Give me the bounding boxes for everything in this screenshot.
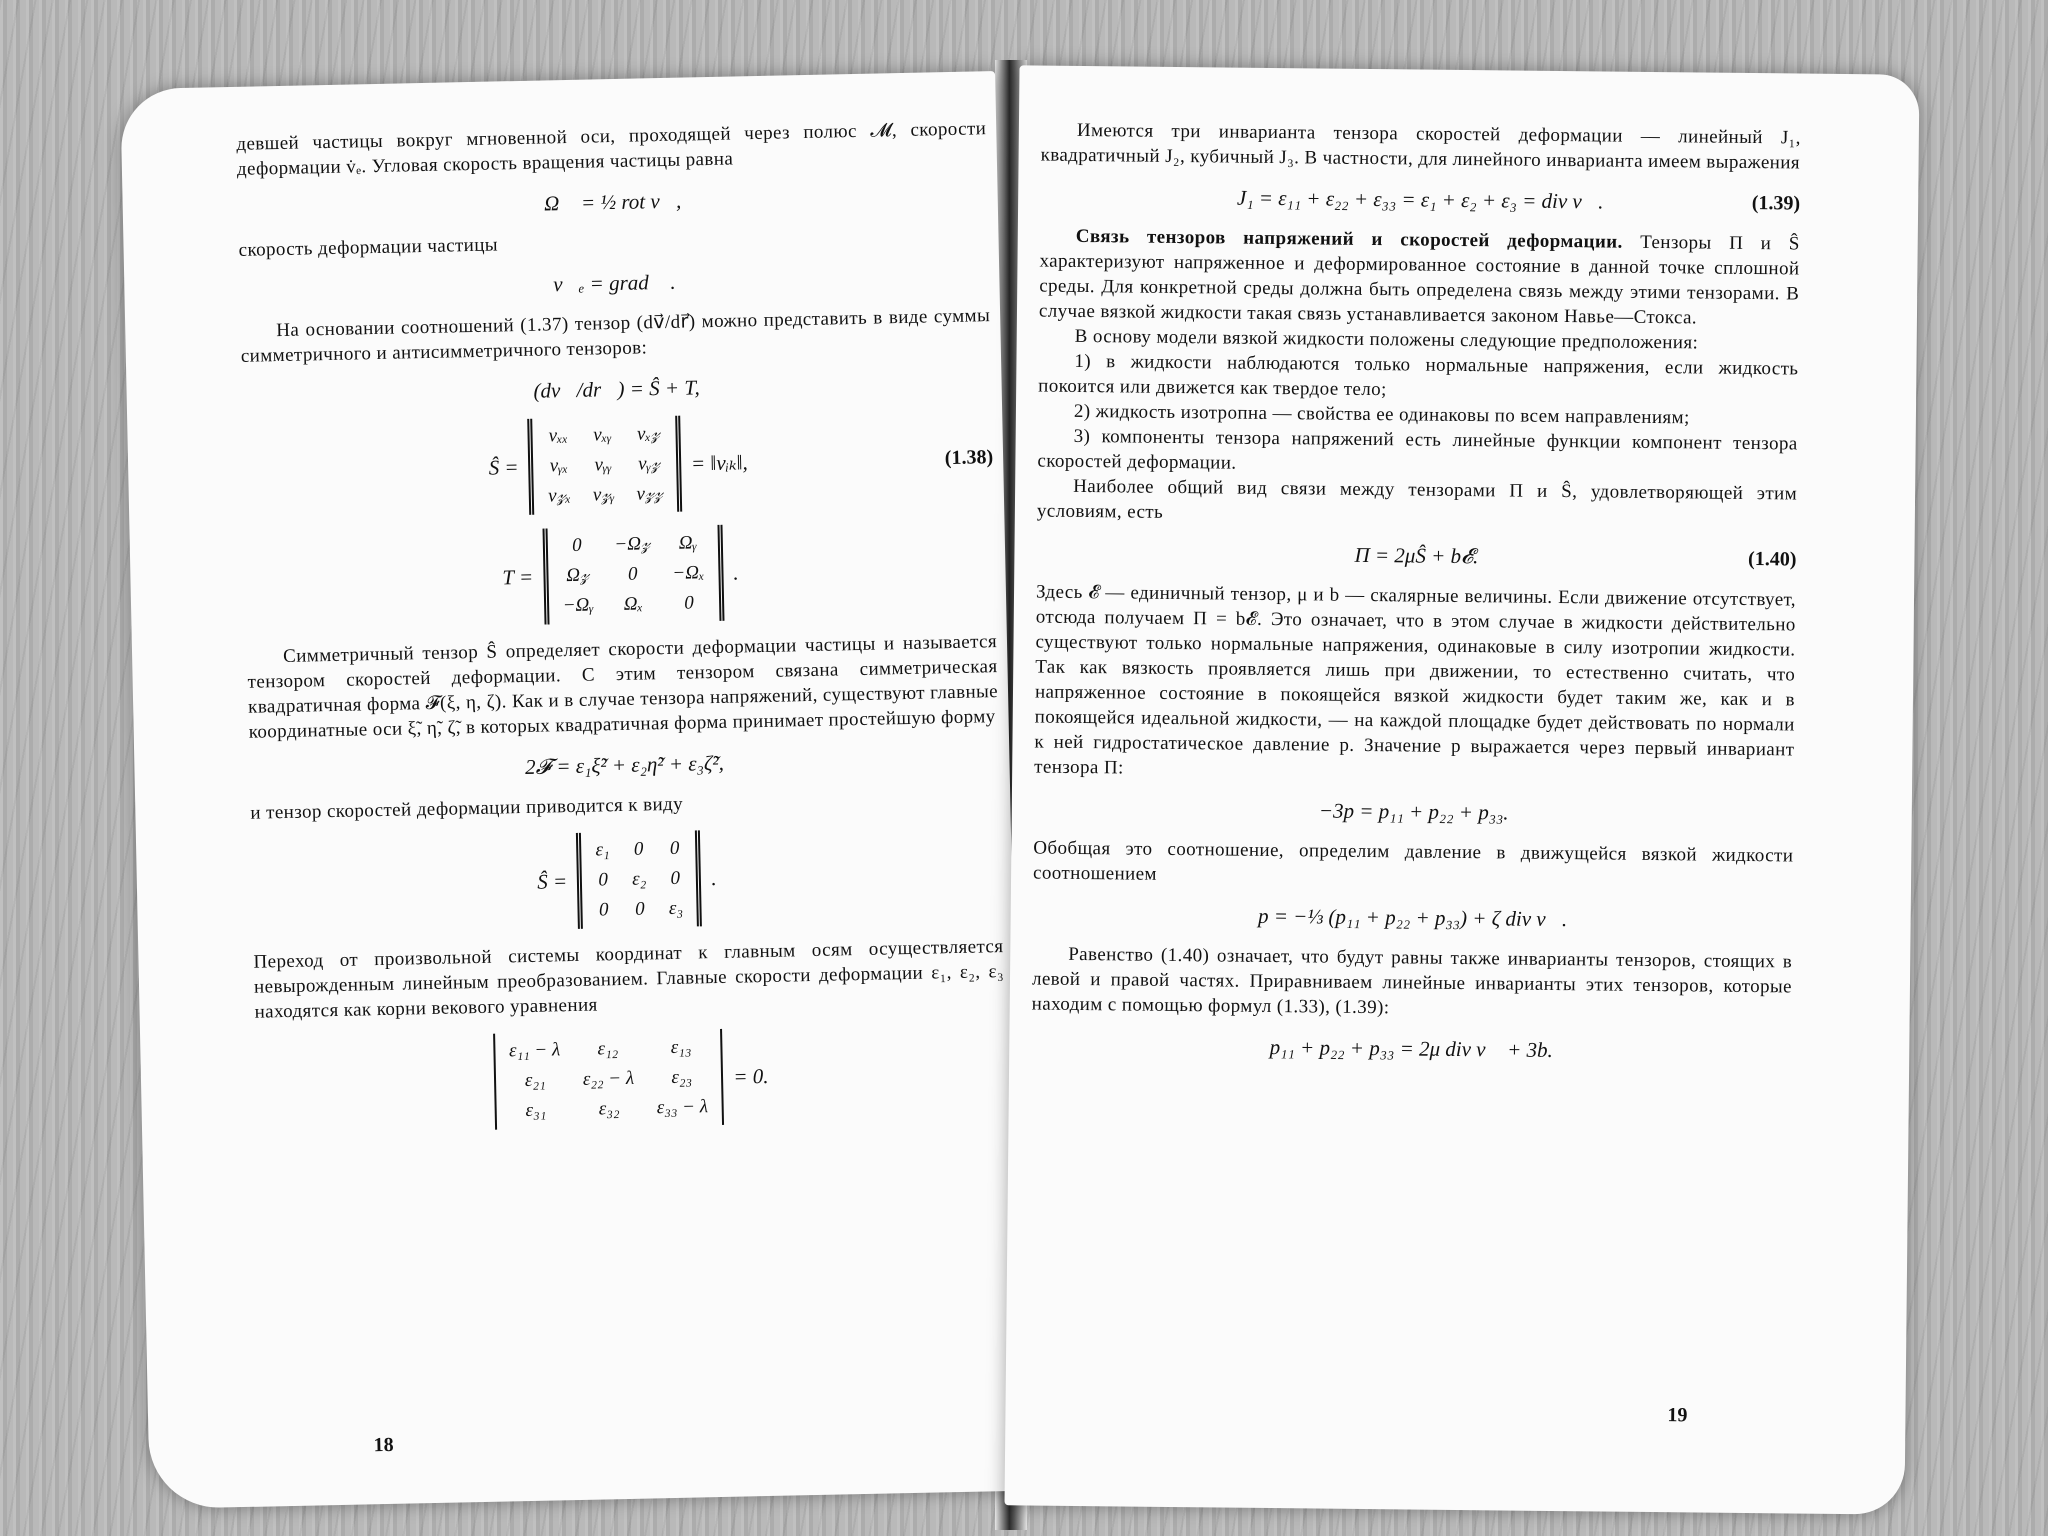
- formula-hydrostatic-pressure: −3p = p₁₁ + p₂₂ + p₃₃.: [1318, 798, 1509, 825]
- formula-navier-stokes-law: [1036, 538, 1796, 574]
- matrix-cell: v𝓏ₓ: [547, 484, 572, 507]
- matrix-cell: ε₁: [595, 839, 610, 861]
- left-paragraph-2: скорость деформации частицы: [238, 234, 499, 261]
- section-heading: Связь тензоров напряжений и скоростей деформации.: [1075, 225, 1623, 253]
- left-page-number: 18: [373, 1433, 394, 1457]
- matrix-cell: −Ω𝓏: [614, 533, 651, 556]
- formula-diagonal-matrix: [251, 824, 1003, 936]
- right-paragraph-1: Имеются три инварианта тензора скоростей деформации — линейный J₁, квадратичный J₂, кубичный J₃. В частности, для линейного инварианта имеем выражения: [1040, 119, 1801, 174]
- matrix-cell: 0: [634, 898, 645, 920]
- formula-s-matrix: [242, 409, 994, 521]
- matrix-cell: vₓᵧ: [593, 424, 612, 446]
- matrix-cell: ε₁₂: [597, 1038, 619, 1060]
- left-page-content: [236, 116, 1007, 1148]
- section-text: Тензоры Π и Ŝ характеризуют напряженное и деформированное состояние в данной точке сплошной среды. Для конкретной среды должна быть определена связь между этими тензорами. В случае вязкой жидкости такая связь устанавливается законом Навье—Стокса.: [1038, 231, 1800, 329]
- equation-number: (1.40): [1747, 547, 1797, 571]
- matrix-cell: Ω𝓏: [566, 564, 590, 587]
- matrix-cell: 0: [670, 867, 681, 889]
- determinant-grid: [493, 1029, 725, 1130]
- matrix-cell: ε₃₃ − λ: [656, 1096, 709, 1119]
- matrix-cell: v𝓏ᵧ: [592, 484, 615, 506]
- matrix-cell: ε₃₂: [598, 1098, 620, 1120]
- right-paragraph-9: Обобщая это соотношение, определим давление в движущейся вязкой жидкости соотношением: [1032, 837, 1794, 885]
- formula-viscous-pressure: p = −⅓ (p₁₁ + p₂₂ + p₃₃) + ζ div v⃗.: [1257, 903, 1568, 932]
- s-matrix-lhs: Ŝ =: [488, 455, 519, 480]
- matrix-cell: ε₃: [668, 897, 684, 920]
- formula-invariant-equality: p₁₁ + p₂₂ + p₃₃ = 2μ div v⃗ + 3b.: [1269, 1035, 1553, 1062]
- matrix-cell: 0: [627, 563, 638, 585]
- equation-number: (1.38): [944, 446, 994, 470]
- s-matrix-rhs: = ‖vᵢₖ‖,: [690, 450, 748, 476]
- linear-invariant-expression: J₁ = ε₁₁ + ε₂₂ + ε₃₃ = ε₁ + ε₂ + ε₃ = div v⃗.: [1236, 185, 1604, 214]
- right-page-number: 19: [1667, 1404, 1688, 1427]
- right-paragraph-3: В основу модели вязкой жидкости положены следующие предположения:: [1074, 325, 1699, 354]
- matrix-cell: 0: [684, 592, 695, 614]
- right-page-content: [1031, 118, 1801, 1081]
- matrix-cell: vᵧ𝓏: [637, 453, 660, 475]
- right-page: [1004, 65, 1919, 1514]
- matrix-cell: Ωₓ: [623, 593, 644, 615]
- left-paragraph-4: Симметричный тензор Ŝ определяет скорости деформации частицы и называется тензором скоростей деформации. С этим тензором связана симметрическая квадратичная форма 𝓕(ξ, η, ζ). Как и в случае тензора напряжений, существуют главные координатные оси ξ̃, η̃, ζ̃, в которых квадратичная форма принимает простейшую форму: [247, 631, 999, 743]
- right-paragraph-10: Равенство (1.40) означает, что будут равны также инварианты тензоров, стоящих в левой и правой частях. Приравниваем линейные инварианты этих тензоров, которые находим с помощью формул (1.33), (1.39):: [1031, 943, 1793, 1019]
- formula-angular-velocity: Ω⃗ = ½ rot v⃗,: [543, 188, 682, 216]
- matrix-cell: ε₁₃: [670, 1036, 692, 1058]
- matrix-cell: v𝓏𝓏: [636, 483, 663, 505]
- right-paragraph-8: Здесь 𝓔 — единичный тензор, μ и b — скалярные величины. Если движение отсутствует, отсюда получаем Π = b𝓔. Это означает, что в этом случае в жидкости действительно существуют только нормальные напряжения, одинаковые в силу изотропии жидкости. Так как вязкость проявляется лишь при движении, то естественно считать, что напряженное состояние в покоящейся вязкой жидкости будет таким же, как и в покоящейся идеальной жидкости, — на каждой площадке будет действовать по нормали к ней гидростатическое давление p. Значение p выражается через первый инвариант тензора Π:: [1034, 581, 1797, 779]
- matrix-cell: ε₃₁: [525, 1099, 547, 1122]
- matrix-cell: ε₁₁ − λ: [508, 1039, 561, 1062]
- left-page: [120, 71, 1025, 1509]
- matrix-cell: 0: [571, 534, 582, 556]
- formula-deformation-velocity: v⃗ₑ = grad 𝓕.: [552, 269, 676, 297]
- s-matrix-grid: [528, 416, 682, 515]
- formula-quadratic-form: 2𝓕 = ε₁ξ̃² + ε₂η̃² + ε₃ζ̃²,: [524, 750, 725, 779]
- right-paragraph-2: [1039, 224, 1800, 332]
- assumption-3: 3) компоненты тензора напряжений есть линейные функции компонент тензора скоростей деформации.: [1037, 425, 1798, 474]
- matrix-cell: 0: [633, 838, 644, 860]
- t-matrix-end: .: [733, 560, 739, 585]
- diag-matrix-lhs: Ŝ =: [536, 869, 568, 894]
- right-paragraph-7: Наиболее общий вид связи между тензорами Π и Ŝ, удовлетворяющей этим условиям, есть: [1036, 475, 1798, 523]
- left-paragraph-3: На основании соотношений (1.37) тензор (dv⃗/dr⃗) можно представить в виде суммы симметричного и антисимметричного тензоров:: [240, 305, 991, 367]
- diag-matrix-end: .: [711, 866, 717, 891]
- matrix-cell: 0: [598, 899, 609, 921]
- matrix-cell: vₓₓ: [548, 425, 569, 447]
- diag-matrix-grid: [576, 830, 702, 929]
- determinant-rhs: = 0.: [733, 1063, 769, 1089]
- assumption-1: 1) в жидкости наблюдаются только нормальные напряжения, если жидкость покоится или движется как твердое тело;: [1038, 350, 1799, 401]
- matrix-cell: ε₂₁: [524, 1069, 546, 1092]
- matrix-cell: vᵧᵧ: [594, 454, 612, 476]
- left-paragraph-6: Переход от произвольной системы координат к главным осям осуществляется невырожденным линейным преобразованием. Главные скорости деформации ε₁, ε₂, ε₃ находятся как корни векового уравнения: [253, 936, 1005, 1023]
- matrix-cell: 0: [598, 869, 609, 891]
- matrix-cell: −Ωᵧ: [562, 594, 594, 617]
- formula-t-matrix: [245, 519, 997, 631]
- equation-number: (1.39): [1751, 192, 1801, 215]
- t-matrix-grid: [542, 525, 724, 625]
- matrix-cell: ε₂₂ − λ: [582, 1067, 635, 1090]
- matrix-cell: 0: [669, 837, 680, 859]
- matrix-cell: ε₂₃: [671, 1066, 693, 1088]
- formula-linear-invariant: [1040, 182, 1800, 218]
- assumption-2: 2) жидкость изотропна — свойства ее одинаковы по всем направлениям;: [1073, 400, 1690, 429]
- matrix-cell: Ωᵧ: [678, 532, 698, 554]
- left-paragraph-5: и тензор скоростей деформации приводится к виду: [250, 793, 684, 824]
- matrix-cell: −Ωₓ: [672, 562, 705, 584]
- formula-secular-equation: [255, 1023, 1007, 1135]
- matrix-cell: ε₂: [631, 868, 647, 890]
- matrix-cell: vᵧₓ: [549, 455, 569, 477]
- formula-tensor-sum: (dv⃗/dr⃗) = Ŝ + T,: [533, 375, 700, 403]
- navier-stokes-expression: Π = 2μŜ + b𝓔.: [1354, 542, 1479, 569]
- t-matrix-lhs: T =: [502, 564, 534, 590]
- left-paragraph-1: девшей частицы вокруг мгновенной оси, проходящей через полюс 𝓜, скорости деформации v̇ₑ. Угловая скорость вращения частицы равна: [236, 118, 987, 180]
- matrix-cell: vₓ𝓏: [636, 423, 660, 445]
